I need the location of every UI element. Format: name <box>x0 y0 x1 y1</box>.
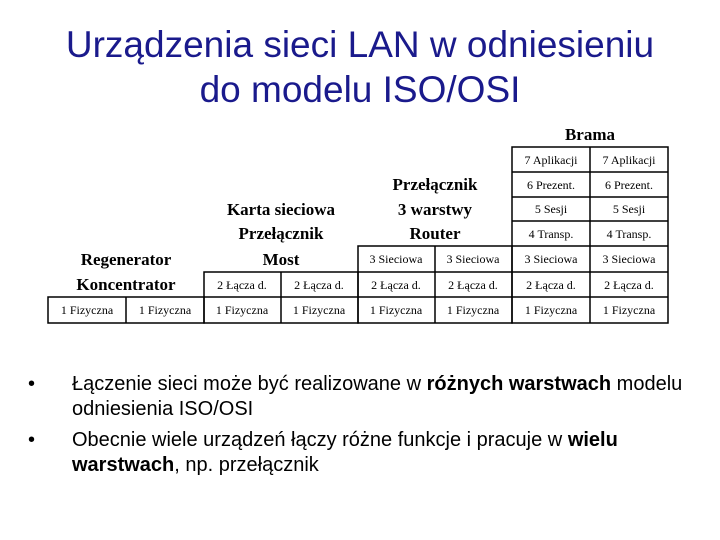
cell-brama-l3-b: 3 Sieciowa <box>602 252 656 266</box>
cell-router-l1-a: 1 Fizyczna <box>369 303 423 317</box>
cell-brama-l1-b: 1 Fizyczna <box>602 303 656 317</box>
cell-brama-l3-a: 3 Sieciowa <box>524 252 578 266</box>
header-router: Router <box>409 224 461 243</box>
cell-brama-l4-b: 4 Transp. <box>606 227 652 241</box>
header-karta-sieciowa: Karta sieciowa <box>226 200 336 219</box>
cell-router-l2-b: 2 Łącza d. <box>448 278 498 292</box>
header-brama: Brama <box>564 125 616 144</box>
cell-most-l1-b: 1 Fizyczna <box>292 303 346 317</box>
cell-most-l2-b: 2 Łącza d. <box>294 278 344 292</box>
cell-brama-l7-b: 7 Aplikacji <box>602 153 656 167</box>
cell-brama-l7-a: 7 Aplikacji <box>524 153 578 167</box>
cell-regen-l1-a: 1 Fizyczna <box>60 303 114 317</box>
cell-brama-l6-a: 6 Prezent. <box>527 178 575 192</box>
title-line-1: Urządzenia sieci LAN w odniesieniu <box>65 24 655 65</box>
bullet-bold: różnych warstwach <box>426 373 612 395</box>
bullet-text: Łączenie sieci może być realizowane w <box>72 373 427 395</box>
header-regenerator: Regenerator <box>80 250 172 269</box>
bullet-item <box>28 372 688 422</box>
bullet-text: modelu odniesienia ISO/OSI <box>72 373 683 420</box>
bullet-text: Obecnie wiele urządzeń łączy różne funkcje i pracuje w <box>72 429 568 451</box>
cell-brama-l4-a: 4 Transp. <box>528 227 574 241</box>
header-koncentrator: Koncentrator <box>76 275 176 294</box>
header-most: Most <box>262 250 300 269</box>
bullet-dot-icon: • <box>28 429 36 451</box>
bullet-item <box>28 428 688 478</box>
title-line-2: do modelu ISO/OSI <box>199 69 521 110</box>
bullet-dot-icon: • <box>28 373 36 395</box>
header-przelacznik-3w-line2: 3 warstwy <box>397 200 473 219</box>
header-przelacznik-3w-line1: Przełącznik <box>392 175 478 194</box>
cell-brama-l5-b: 5 Sesji <box>612 202 646 216</box>
cell-router-l3-b: 3 Sieciowa <box>446 252 500 266</box>
cell-router-l1-b: 1 Fizyczna <box>446 303 500 317</box>
cell-brama-l5-a: 5 Sesji <box>534 202 568 216</box>
diagram-frames <box>48 147 668 323</box>
cell-regen-l1-b: 1 Fizyczna <box>138 303 192 317</box>
cell-router-l2-a: 2 Łącza d. <box>371 278 421 292</box>
cell-brama-l2-b: 2 Łącza d. <box>604 278 654 292</box>
bullet-bold: wielu warstwach <box>72 429 618 476</box>
header-przelacznik: Przełącznik <box>238 224 324 243</box>
cell-brama-l2-a: 2 Łącza d. <box>526 278 576 292</box>
bullet-text: , np. przełącznik <box>174 454 319 476</box>
cell-most-l2-a: 2 Łącza d. <box>217 278 267 292</box>
bullet-list <box>28 372 688 484</box>
cell-router-l3-a: 3 Sieciowa <box>369 252 423 266</box>
cell-most-l1-a: 1 Fizyczna <box>215 303 269 317</box>
cell-brama-l1-a: 1 Fizyczna <box>524 303 578 317</box>
cell-brama-l6-b: 6 Prezent. <box>605 178 653 192</box>
